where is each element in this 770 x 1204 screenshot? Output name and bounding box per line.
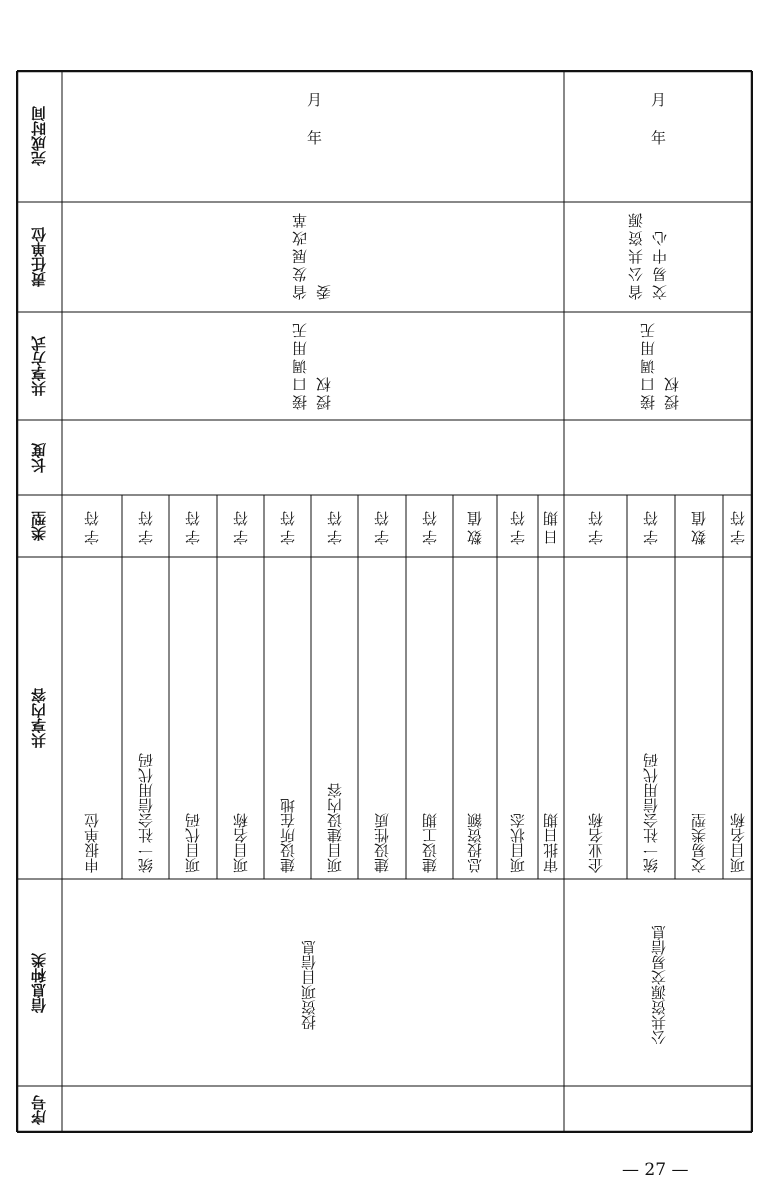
- header-length: 长度: [30, 442, 48, 473]
- data-sharing-table: [16, 70, 753, 1133]
- table-row-content: 建设所在地: [278, 798, 297, 873]
- table-row-content: 项目建设内容: [325, 783, 344, 873]
- time-year-label: 年: [305, 130, 323, 145]
- group-1-unit: 省发展改革委: [291, 210, 333, 300]
- table-row-type: 字符: [231, 507, 250, 545]
- table-row-type: 字符: [184, 507, 202, 545]
- table-row-content: 项目名称: [729, 813, 747, 873]
- table-row-content: 申报单位: [83, 813, 101, 873]
- table-row-content: 建设工期: [420, 813, 439, 873]
- time-month-label: 月: [305, 92, 323, 107]
- table-row-type: 数值: [690, 507, 708, 545]
- table-row-type: 字符: [642, 507, 660, 545]
- header-info-type: 信息种类: [30, 952, 48, 1013]
- header-method: 共享方式: [30, 336, 48, 396]
- group-1-method: 接口调用无授权: [291, 320, 333, 410]
- table-row-content: 项目代码: [184, 813, 202, 873]
- table-row-type: 字符: [278, 507, 297, 545]
- group-2-time: [564, 70, 753, 202]
- time-year-label: 年: [649, 130, 667, 145]
- table-row-type: 字符: [136, 507, 155, 545]
- table-row-content: 交易类型: [690, 813, 708, 873]
- table-row-type: 字符: [420, 507, 439, 545]
- table-row-content: 建设性质: [373, 813, 391, 873]
- header-type: 类型: [30, 511, 48, 541]
- page-number: — 27 —: [622, 1160, 689, 1180]
- group-2-unit: 省公共资源交易中心: [627, 210, 669, 300]
- table-row-type: 字符: [83, 507, 101, 545]
- table-row-content: 项目状态: [508, 813, 527, 873]
- header-time: 完成时间: [30, 106, 48, 166]
- group-1-info-type: 投资项目信息: [300, 940, 318, 1030]
- table-row-type: 数值: [466, 507, 484, 545]
- header-content: 共享内容: [30, 688, 48, 748]
- time-month-label: 月: [649, 92, 667, 107]
- header-seq: 序号: [30, 1094, 48, 1125]
- table-row-content: 总投资额: [466, 813, 484, 873]
- group-1-time: [62, 70, 564, 202]
- table-row-content: 统一社会信用代码: [642, 753, 660, 873]
- table-row-type: 字符: [508, 507, 527, 545]
- header-unit: 责任单位: [30, 227, 48, 287]
- table-row-type: 字符: [586, 507, 605, 545]
- table-row-type: 字符: [373, 507, 391, 545]
- group-2-method: 接口调用无授权: [639, 320, 681, 410]
- table-row-type: 字符: [729, 507, 747, 545]
- table-row-content: 审批日期: [542, 813, 560, 873]
- table-row-type: 日期: [542, 507, 560, 545]
- table-row-content: 企业名称: [586, 813, 605, 873]
- table-row-type: 字符: [325, 507, 344, 545]
- table-row-content: 统一社会信用代码: [136, 753, 155, 873]
- group-2-info-type: 公共资源交易信息: [650, 925, 668, 1045]
- table-row-content: 项目名称: [231, 813, 250, 873]
